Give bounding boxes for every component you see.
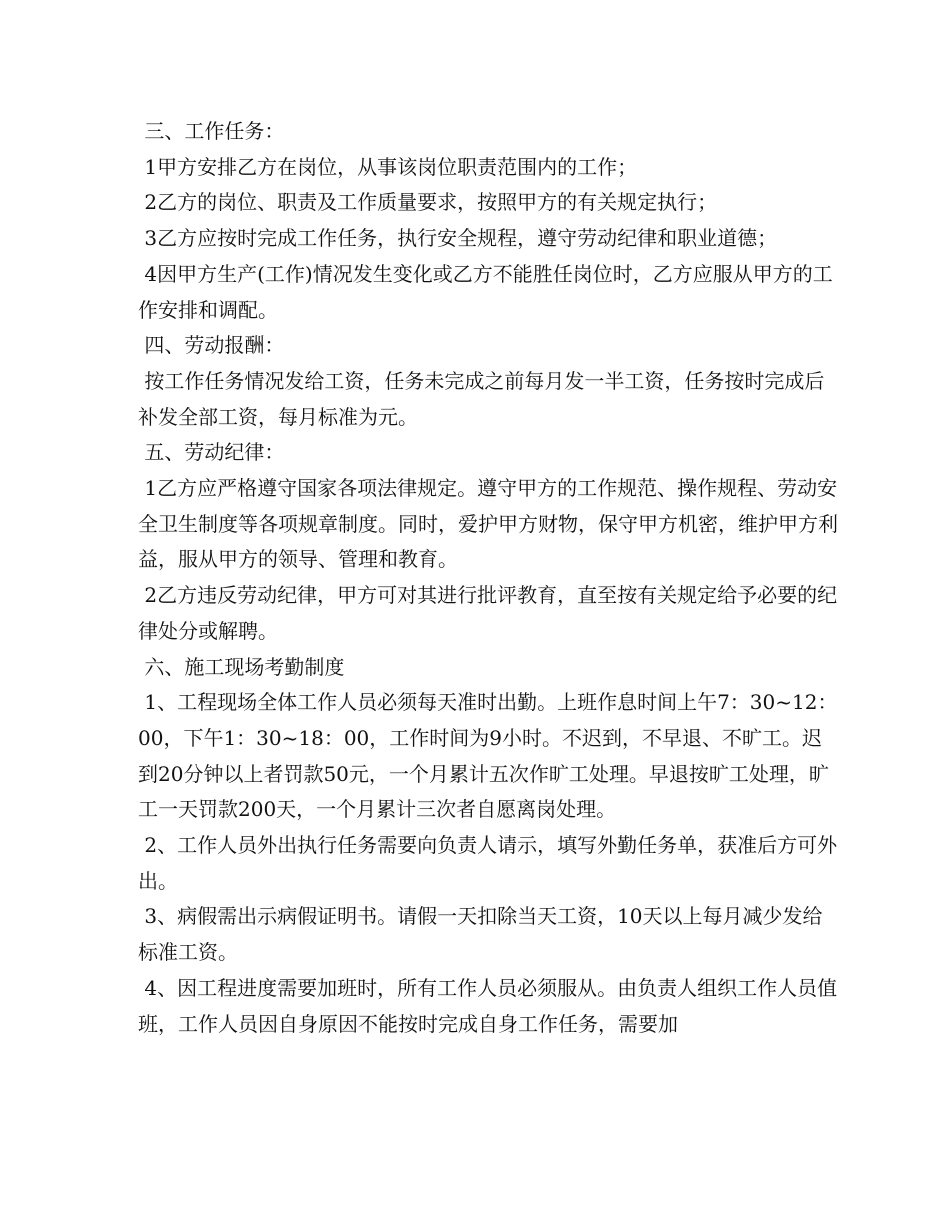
paragraph: 1乙方应严格遵守国家各项法律规定。遵守甲方的工作规范、操作规程、劳动安全卫生制度等各项规章制度。同时，爱护甲方财物，保守甲方机密，维护甲方利益，服从甲方的领导、管理和教育。	[138, 476, 838, 572]
paragraph: 2乙方的岗位、职责及工作质量要求，按照甲方的有关规定执行；	[138, 190, 718, 215]
paragraph: 2、工作人员外出执行任务需要向负责人请示，填写外勤任务单，获准后方可外出。	[138, 833, 838, 893]
paragraph: 4因甲方生产(工作)情况发生变化或乙方不能胜任岗位时，乙方应服从甲方的工作安排和调配。	[138, 261, 833, 322]
paragraph: 3乙方应按时完成工作任务，执行安全规程，遵守劳动纪律和职业道德；	[138, 226, 778, 251]
paragraph: 按工作任务情况发给工资，任务未完成之前每月发一半工资，任务按时完成后补发全部工资，每月标准为元。	[138, 368, 825, 429]
section-heading-labor-pay: 四、劳动报酬：	[138, 333, 285, 358]
paragraph: 1、工程现场全体工作人员必须每天准时出勤。上班作息时间上午7：30~12：00，下午1：30~18：00，工作时间为9小时。不迟到，不早退、不旷工。迟到20分钟以上者罚款50元，一个月累计五次作旷工处理。早退按旷工处理，旷工一天罚款200天，一个月累计三次者自愿离岗处理。	[138, 690, 838, 822]
section-heading-work-tasks: 三、工作任务：	[138, 119, 285, 143]
paragraph: 3、病假需出示病假证明书。请假一天扣除当天工资，10天以上每月减少发给标准工资。	[138, 904, 823, 965]
paragraph: 1甲方安排乙方在岗位，从事该岗位职责范围内的工作；	[138, 154, 638, 179]
paragraph: 2乙方违反劳动纪律，甲方可对其进行批评教育，直至按有关规定给予必要的纪律处分或解聘。	[138, 583, 838, 643]
section-heading-attendance: 六、施工现场考勤制度	[138, 654, 345, 679]
paragraph: 4、因工程进度需要加班时，所有工作人员必须服从。由负责人组织工作人员值班，工作人员因自身原因不能按时完成自身工作任务，需要加	[138, 975, 838, 1036]
section-heading-labor-discipline: 五、劳动纪律：	[138, 440, 285, 465]
document-body	[138, 114, 838, 1042]
